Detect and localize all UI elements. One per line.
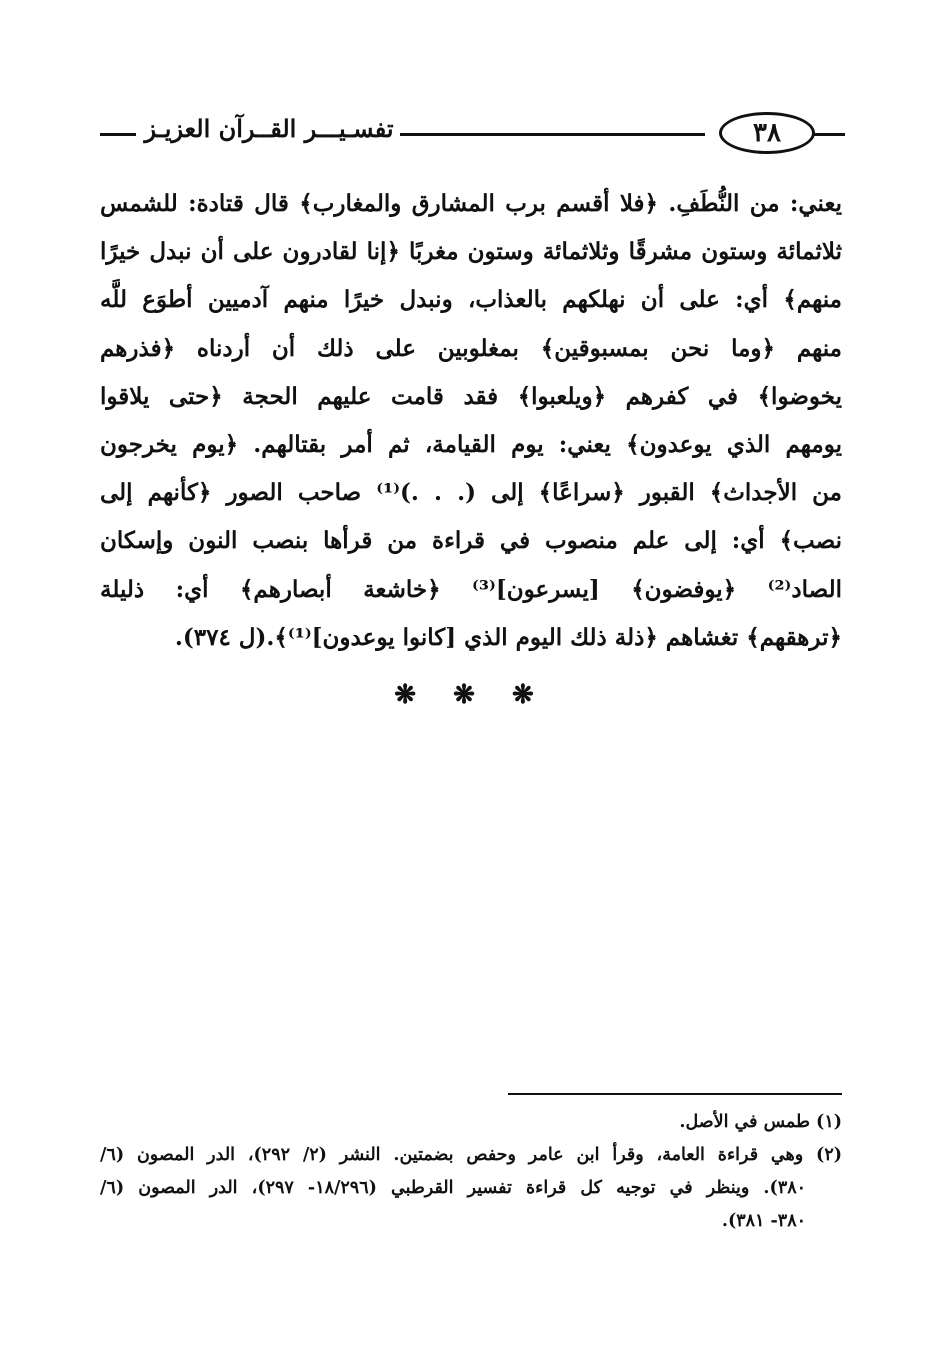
page-header [100,110,845,158]
body-line: يومهم الذي يوعدون﴾ يعني: يوم القيامة، ثم أمر بقتالهم. ﴿يوم يخرجون [100,430,842,458]
header-rule-left [100,133,136,136]
body-line: ﴿ترهقهم﴾ تغشاهم ﴿ذلة ذلك اليوم الذي [كانوا يوعدون]⁽¹⁾﴾.(ل ٣٧٤). [174,623,842,651]
body-line: يخوضوا﴾ في كفرهم ﴿ويلعبوا﴾ فقد قامت عليهم الحجة ﴿حتى يلاقوا [100,382,842,410]
body-line: نصب﴾ أي: إلى علم منصوب في قراءة من قرأها بنصب النون وإسكان [100,527,842,555]
body-line: يعني: من النُّطَفِ. ﴿فلا أقسم برب المشارق والمغارب﴾ قال قتادة: للشمس [100,190,842,217]
footnote-line: ٣٨٠). وينظر في توجيه كل قراءة تفسير القرطبي (١٨/٢٩٦- ٢٩٧)، الدر المصون (٦/ [100,1178,807,1198]
body-line: منهم ﴿وما نحن بمسبوقين﴾ بمغلوبين على ذلك أن أردناه ﴿فذرهم [100,334,842,362]
body-line: من الأجداث﴾ القبور ﴿سراعًا﴾ إلى (. . .)⁽¹⁾ صاحب الصور ﴿كأنهم إلى [100,479,842,507]
footnote-rule [508,1093,842,1095]
section-separator: ❋ ❋ ❋ [394,680,548,710]
body-line: منهم﴾ أي: على أن نهلكهم بالعذاب، ونبدل خيرًا منهم آدميين أطوَع للَّه [100,286,842,314]
header-rule-middle [400,133,705,136]
footnotes [100,1106,842,1238]
body-line: الصاد⁽²⁾ ﴿يوفضون﴾ [يسرعون]⁽³⁾ ﴿خاشعة أبصارهم﴾ أي: ذليلة [100,575,842,603]
header-rule-right [813,133,845,136]
running-title: تفسـيـــر القــرآن العزيـز [144,114,394,143]
page-number: ٣٨ [719,112,815,154]
footnote-line: (١) طمس في الأصل. [679,1112,842,1132]
footnote-line: (٢) وهي قراءة العامة، وقرأ ابن عامر وحفص بضمتين. النشر (٢/ ٢٩٢)، الدر المصون (٦/ [100,1145,842,1165]
footnote-line: ٣٨٠- ٣٨١). [721,1211,806,1231]
body-text [100,180,842,662]
body-line: ثلاثمائة وستون مشرقًا وثلاثمائة وستون مغربًا ﴿إنا لقادرون على أن نبدل خيرًا [100,238,842,266]
